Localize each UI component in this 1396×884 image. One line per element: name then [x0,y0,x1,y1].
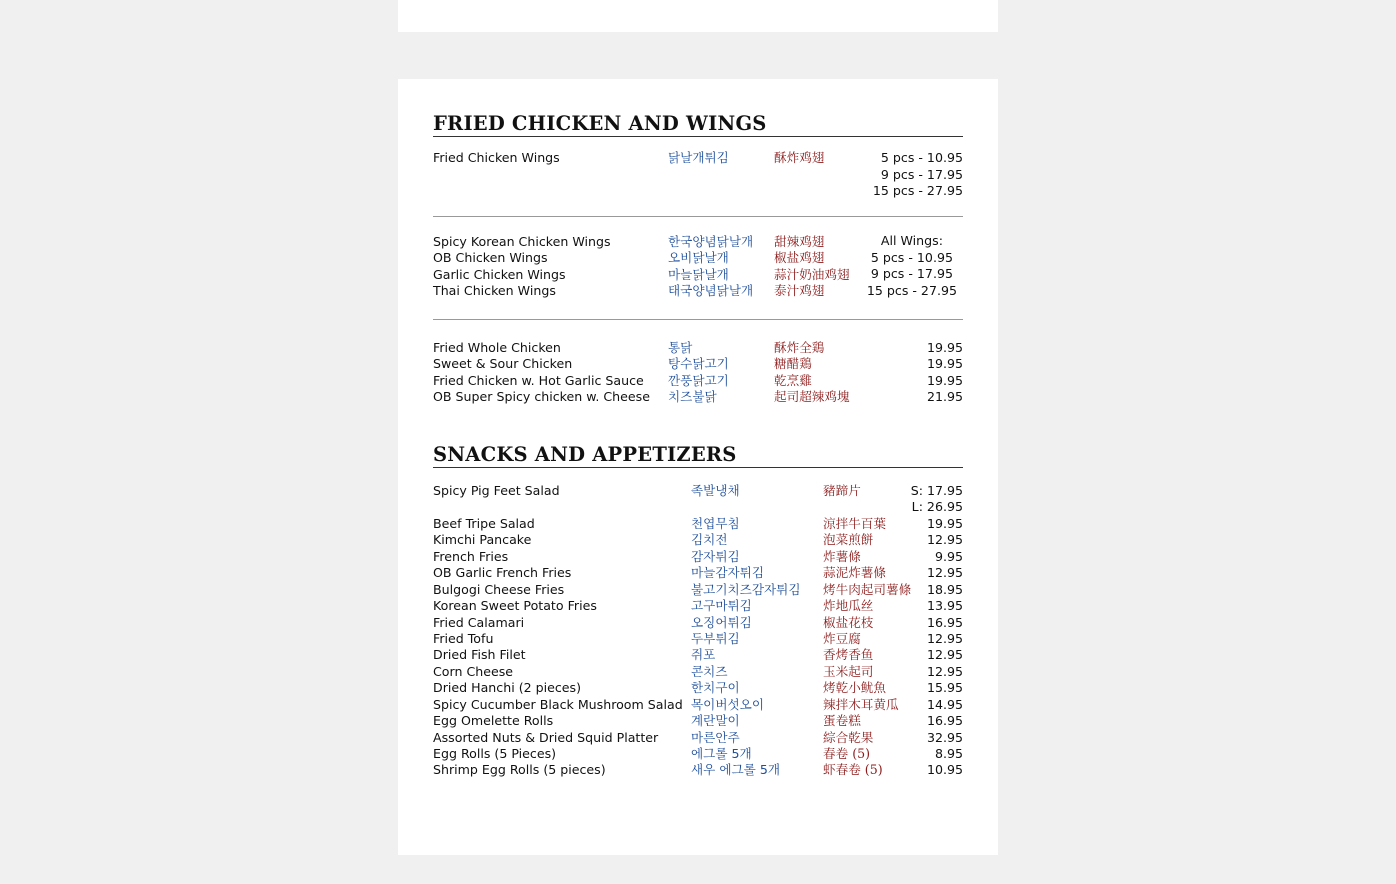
item-name-en: Corn Cheese [433,663,514,679]
item-name-zh: 酥炸鸡翅 [774,150,825,165]
wings-price-list [873,150,963,200]
item-name-zh: 糖醋鶏 [774,356,812,372]
item-name-zh: 玉米起司 [823,663,874,679]
item-name-ko: 치즈불닭 [668,389,717,405]
item-name-zh: 炸豆腐 [823,630,861,646]
item-price: 21.95 [926,389,963,405]
snacks-group [433,483,963,779]
item-price: 16.95 [926,614,963,630]
item-name-ko: 쥐포 [691,647,716,663]
item-name-ko: 마늘감자튀김 [691,565,764,581]
item-name-ko: 불고기치즈감자튀김 [691,581,801,597]
item-name-zh: 烤乾小鱿魚 [823,680,886,696]
item-name-ko: 김치전 [691,532,728,548]
item-price: 19.95 [926,515,963,531]
item-name-en: Egg Rolls (5 Pieces) [433,746,557,761]
item-price: 32.95 [926,729,963,745]
menu-item [433,389,963,405]
item-name-zh: 起司超辣鸡塊 [774,389,850,405]
menu-item [433,713,963,729]
item-price-small: S: 17.95 [910,483,963,498]
item-name-ko: 한국양념닭날개 [668,234,754,249]
item-name-en: OB Garlic French Fries [433,565,572,581]
flavored-wings-group [433,234,963,300]
menu-item [433,549,963,565]
item-name-ko: 통닭 [668,340,693,355]
item-price: 10.95 [926,762,963,778]
menu-item [433,582,963,598]
item-name-ko: 콘치즈 [691,663,728,679]
menu-item [433,532,963,548]
menu-page [398,79,998,855]
item-name-ko: 새우 에그롤 5개 [691,762,781,778]
item-name-zh: 甜辣鸡翅 [774,234,825,249]
item-name-zh: 春卷 (5) [823,746,871,761]
menu-item [433,762,963,778]
item-name-ko: 마늘닭날개 [668,266,729,282]
item-name-zh: 炸地瓜丝 [823,598,874,614]
item-name-en: Dried Fish Filet [433,647,526,663]
item-name-zh: 泰汁鸡翅 [774,283,825,299]
previous-page-edge [398,0,998,32]
price-heading: All Wings: [880,233,943,248]
item-price: 19.95 [926,356,963,372]
price-line: 9 pcs - 17.95 [880,166,963,182]
item-name-ko: 감자튀김 [691,548,740,564]
price-line: 5 pcs - 10.95 [870,249,953,265]
item-name-zh: 虾春卷 (5) [823,762,883,778]
item-name-en: Bulgogi Cheese Fries [433,581,565,597]
item-name-zh: 蒜泥炸薯條 [823,565,886,581]
menu-item [433,631,963,647]
item-name-zh: 涼拌牛百葉 [823,515,886,531]
item-name-ko: 계란말이 [691,713,740,729]
price-line: 15 pcs - 27.95 [872,183,963,198]
item-price: 12.95 [926,647,963,663]
item-name-en: Beef Tripe Salad [433,515,535,531]
item-price: 12.95 [926,532,963,548]
item-name-en: OB Chicken Wings [433,250,548,266]
item-name-ko: 고구마튀김 [691,598,752,614]
item-name-en: OB Super Spicy chicken w. Cheese [433,389,650,405]
item-name-zh: 椒盐鸡翅 [774,250,825,266]
item-name-en: Fried Chicken Wings [433,150,560,165]
price-line: 15 pcs - 27.95 [866,282,957,298]
all-wings-price-list [867,233,957,299]
menu-item [433,615,963,631]
item-name-ko: 에그롤 5개 [691,746,752,761]
item-name-ko: 태국양념닭날개 [668,283,754,299]
item-name-en: Fried Calamari [433,614,525,630]
item-price: 15.95 [926,680,963,696]
item-name-en: Spicy Pig Feet Salad [433,483,560,498]
snack-list [433,516,963,779]
item-price: 19.95 [926,372,963,388]
item-name-en: Korean Sweet Potato Fries [433,598,597,614]
item-name-zh: 乾烹雞 [774,372,812,388]
item-name-en: Kimchi Pancake [433,532,532,548]
section-title-fried-chicken: FRIED CHICKEN AND WINGS [433,113,963,137]
menu-item [433,483,963,499]
menu-item [433,647,963,663]
item-name-ko: 한치구이 [691,680,740,696]
whole-chicken-group [433,340,963,406]
item-name-zh: 炸薯條 [823,548,861,564]
price-line: 5 pcs - 10.95 [880,150,963,165]
menu-item [433,697,963,713]
divider [433,319,963,320]
item-name-en: Spicy Cucumber Black Mushroom Salad [433,696,683,712]
item-price: 12.95 [926,630,963,646]
item-name-en: Fried Chicken w. Hot Garlic Sauce [433,372,644,388]
item-name-ko: 두부튀김 [691,630,740,646]
divider [433,216,963,217]
item-price: 13.95 [926,598,963,614]
menu-item [433,598,963,614]
menu-item [433,373,963,389]
item-price: 12.95 [926,565,963,581]
item-price: 14.95 [926,696,963,712]
item-name-en: Egg Omelette Rolls [433,713,554,729]
item-name-ko: 오비닭날개 [668,250,729,266]
item-name-zh: 豬蹄片 [823,483,861,498]
item-price: 12.95 [926,663,963,679]
item-name-zh: 烤牛肉起司薯條 [823,581,912,597]
item-price: 8.95 [934,746,963,761]
item-name-zh: 泡菜煎餅 [823,532,874,548]
wings-group [433,150,963,198]
menu-item [433,730,963,746]
menu-item [433,356,963,372]
item-price: 16.95 [926,713,963,729]
item-name-ko: 닭날개튀김 [668,150,729,165]
item-name-en: Thai Chicken Wings [433,283,556,299]
item-name-ko: 오징어튀김 [691,614,752,630]
item-name-zh: 香烤香鱼 [823,647,874,663]
item-price-large: L: 26.95 [911,499,963,515]
menu-item [433,680,963,696]
item-price: 18.95 [926,581,963,597]
menu-item [433,516,963,532]
item-name-ko: 목이버섯오이 [691,696,764,712]
price-line: 9 pcs - 17.95 [870,266,953,281]
item-name-en: Garlic Chicken Wings [433,266,566,282]
item-name-zh: 辣拌木耳黄瓜 [823,696,899,712]
item-name-zh: 蛋卷糕 [823,713,861,729]
item-name-en: Dried Hanchi (2 pieces) [433,680,582,696]
item-name-en: Assorted Nuts & Dried Squid Platter [433,729,659,745]
item-name-zh: 綜合乾果 [823,729,874,745]
item-name-en: Shrimp Egg Rolls (5 pieces) [433,762,606,778]
menu-item-price-row [433,499,963,515]
item-name-en: Fried Whole Chicken [433,340,561,355]
item-price: 9.95 [934,548,963,564]
item-name-en: French Fries [433,548,509,564]
item-name-ko: 탕수닭고기 [668,356,729,372]
item-name-ko: 족발냉채 [691,483,740,498]
item-price: 19.95 [926,340,963,355]
item-name-ko: 깐풍닭고기 [668,372,729,388]
item-name-ko: 마른안주 [691,729,740,745]
menu-item [433,565,963,581]
section-title-snacks: SNACKS AND APPETIZERS [433,444,963,468]
item-name-en: Sweet & Sour Chicken [433,356,573,372]
menu-item [433,340,963,356]
menu-item [433,664,963,680]
menu-item [433,746,963,762]
item-name-en: Spicy Korean Chicken Wings [433,234,611,249]
item-name-zh: 椒盐花枝 [823,614,874,630]
item-name-zh: 蒜汁奶油鸡翅 [774,266,850,282]
item-name-ko: 천엽무침 [691,515,740,531]
item-name-en: Fried Tofu [433,630,494,646]
item-name-zh: 酥炸全鶏 [774,340,825,355]
